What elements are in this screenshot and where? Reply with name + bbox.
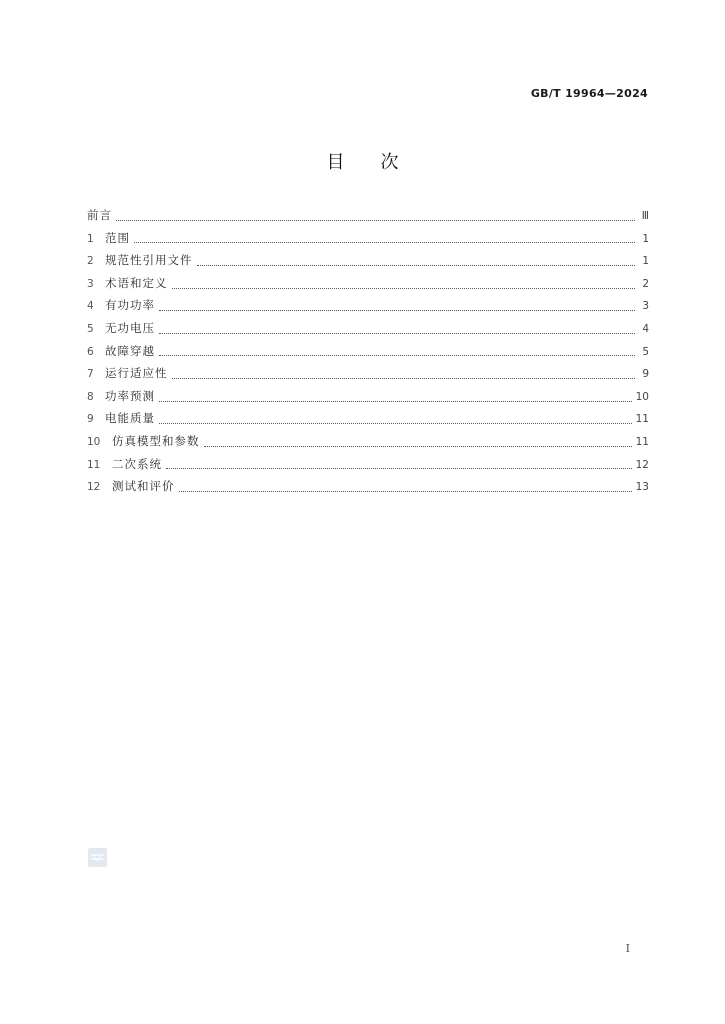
page-title: 目次 [326,152,435,173]
toc-entry-text: 二次系统 [112,456,162,471]
toc-entry-3[interactable] [87,275,649,298]
standard-code: GB/T 19964—2024 [530,87,648,100]
toc-section-number: 8 [87,390,94,403]
toc-entry-text: 故障穿越 [105,343,155,358]
publisher-logo-icon [88,848,107,867]
toc-entry-foreword[interactable] [87,207,649,230]
toc-page-number: 1 [642,232,649,245]
toc-page-number: 3 [642,300,649,313]
toc-entry-text: 无功电压 [105,320,155,335]
dot-leader [204,446,632,447]
dot-leader [159,333,635,334]
toc-page-number: 10 [635,390,649,403]
toc-entry-11[interactable] [87,456,649,479]
toc-entry-4[interactable] [87,297,649,320]
toc-section-number: 6 [87,345,94,358]
toc-page-number: 1 [642,255,649,268]
toc-entry-text: 电能质量 [105,411,155,426]
dot-leader [159,423,632,424]
toc-entry-9[interactable] [87,410,649,433]
toc-entry-7[interactable] [87,365,649,388]
toc-page-number: 4 [642,322,649,335]
toc-entry-text: 运行适应性 [105,366,168,381]
toc-section-number: 11 [87,458,101,471]
dot-leader [179,491,632,492]
dot-leader [159,355,635,356]
toc-entry-1[interactable] [87,230,649,253]
toc-entry-text: 规范性引用文件 [105,253,193,268]
toc-page-number: 13 [635,481,649,494]
toc-page-number: Ⅲ [641,210,649,222]
toc-entry-10[interactable] [87,433,649,456]
toc-entry-12[interactable] [87,478,649,501]
toc-entry-text: 范围 [105,230,130,245]
dot-leader [159,310,635,311]
toc-entry-6[interactable] [87,343,649,366]
toc-page-number: 11 [635,435,649,448]
toc-page-number: 9 [642,368,649,381]
toc-entry-text: 测试和评价 [112,479,175,494]
dot-leader [197,265,636,266]
toc-section-number: 12 [87,481,101,494]
toc-section-number: 2 [87,255,94,268]
toc-section-number: 7 [87,368,94,381]
toc-entry-text: 有功功率 [105,298,155,313]
dot-leader [134,242,635,243]
dot-leader [166,468,632,469]
toc-page-number: 2 [642,277,649,290]
toc-section-number: 10 [87,435,101,448]
toc-entry-text: 前言 [87,208,112,222]
toc-section-number: 9 [87,413,94,426]
toc-page-number: 12 [635,458,649,471]
dot-leader [172,288,636,289]
toc-entry-text: 术语和定义 [105,275,168,290]
toc-page-number: 5 [642,345,649,358]
toc-section-number: 1 [87,232,94,245]
toc-entry-text: 仿真模型和参数 [112,433,200,448]
table-of-contents [87,207,649,501]
toc-entry-text: 功率预测 [105,388,155,403]
toc-section-number: 3 [87,277,94,290]
toc-section-number: 5 [87,322,94,335]
toc-entry-8[interactable] [87,388,649,411]
toc-page-number: 11 [635,413,649,426]
dot-leader [172,378,636,379]
dot-leader [159,401,632,402]
toc-section-number: 4 [87,300,94,313]
dot-leader [116,220,635,221]
toc-entry-2[interactable] [87,252,649,275]
toc-entry-5[interactable] [87,320,649,343]
page-number: I [625,942,630,955]
